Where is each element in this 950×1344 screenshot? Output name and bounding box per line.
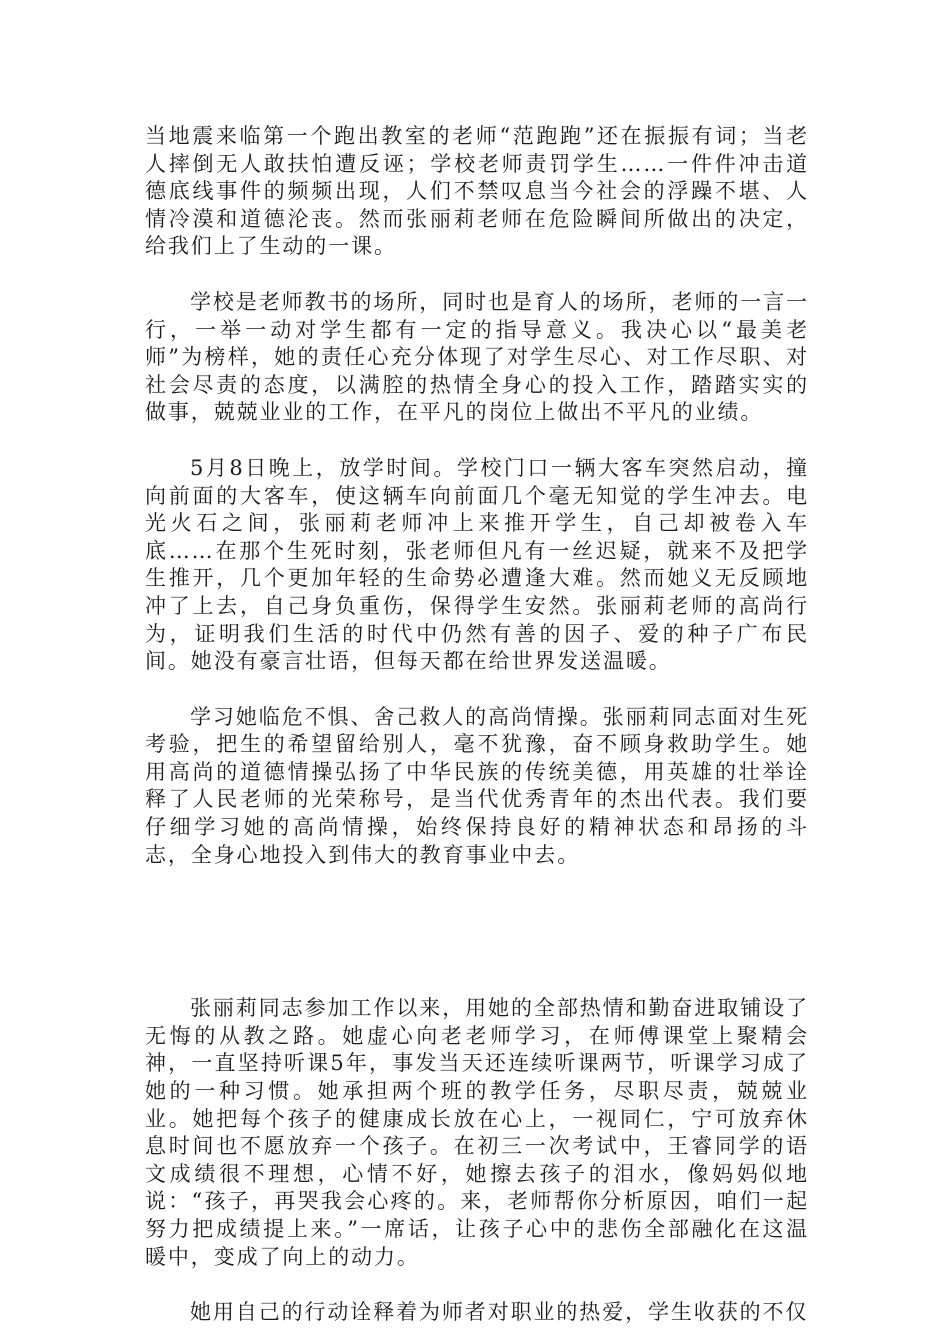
- paragraph-4: 学习她临危不惧、舍己救人的高尚情操。张丽莉同志面对生死考验，把生的希望留给别人，毫不犹豫，奋不顾身救助学生。她用高尚的道德情操弘扬了中华民族的传统美德，用英雄的壮举诠释了人民老师的光荣称号，是当代优秀青年的杰出代表。我们要仔细学习她的高尚情操，始终保持良好的精神状态和昂扬的斗志，全身心地投入到伟大的教育事业中去。: [145, 704, 809, 867]
- paragraph-6: 她用自己的行动诠释着为师者对职业的热爱，学生收获的不仅: [190, 1300, 809, 1325]
- document-page: [145, 123, 809, 1327]
- paragraph-spacer: [145, 427, 809, 455]
- paragraph-spacer: [145, 261, 809, 289]
- paragraph-spacer: [145, 1271, 809, 1299]
- paragraph-spacer: [145, 676, 809, 704]
- paragraph-5: 张丽莉同志参加工作以来，用她的全部热情和勤奋进取铺设了无悔的从教之路。她虚心向老老师学习，在师傅课堂上聚精会神，一直坚持听课5年，事发当天还连续听课两节，听课学习成了她的一种习惯。她承担两个班的教学任务，尽职尽责，兢兢业业。她把每个孩子的健康成长放在心上，一视同仁，宁可放弃休息时间也不愿放弃一个孩子。在初三一次考试中，王睿同学的语文成绩很不理想，心情不好，她擦去孩子的泪水，像妈妈似地说：“孩子，再哭我会心疼的。来，老师帮你分析原因，咱们一起努力把成绩提上来。”一席话，让孩子心中的悲伤全部融化在这温暖中，变成了向上的动力。: [145, 996, 809, 1269]
- paragraph-3: 5月8日晚上，放学时间。学校门口一辆大客车突然启动，撞向前面的大客车，使这辆车向前面几个毫无知觉的学生冲去。电光火石之间，张丽莉老师冲上来推开学生，自己却被卷入车底……在那个生死时刻，张老师但凡有一丝迟疑，就来不及把学生推开，几个更加年轻的生命势必遭逢大难。然而她义无反顾地冲了上去，自己身负重伤，保得学生安然。张丽莉老师的高尚行为，证明我们生活的时代中仍然有善的因子、爱的种子广布民间。她没有豪言壮语，但每天都在给世界发送温暖。: [145, 455, 809, 674]
- paragraph-2: 学校是老师教书的场所，同时也是育人的场所，老师的一言一行，一举一动对学生都有一定的指导意义。我决心以“最美老师”为榜样，她的责任心充分体现了对学生尽心、对工作尽职、对社会尽责的态度，以满腔的热情全身心的投入工作，踏踏实实的做事，兢兢业业的工作，在平凡的岗位上做出不平凡的业绩。: [145, 289, 809, 425]
- section-spacer: [145, 869, 809, 995]
- paragraph-1: 当地震来临第一个跑出教室的老师“范跑跑”还在振振有词；当老人摔倒无人敢扶怕遭反诬；学校老师责罚学生……一件件冲击道德底线事件的频频出现，人们不禁叹息当今社会的浮躁不堪、人情冷漠和道德沦丧。然而张丽莉老师在危险瞬间所做出的决定，给我们上了生动的一课。: [145, 124, 809, 259]
